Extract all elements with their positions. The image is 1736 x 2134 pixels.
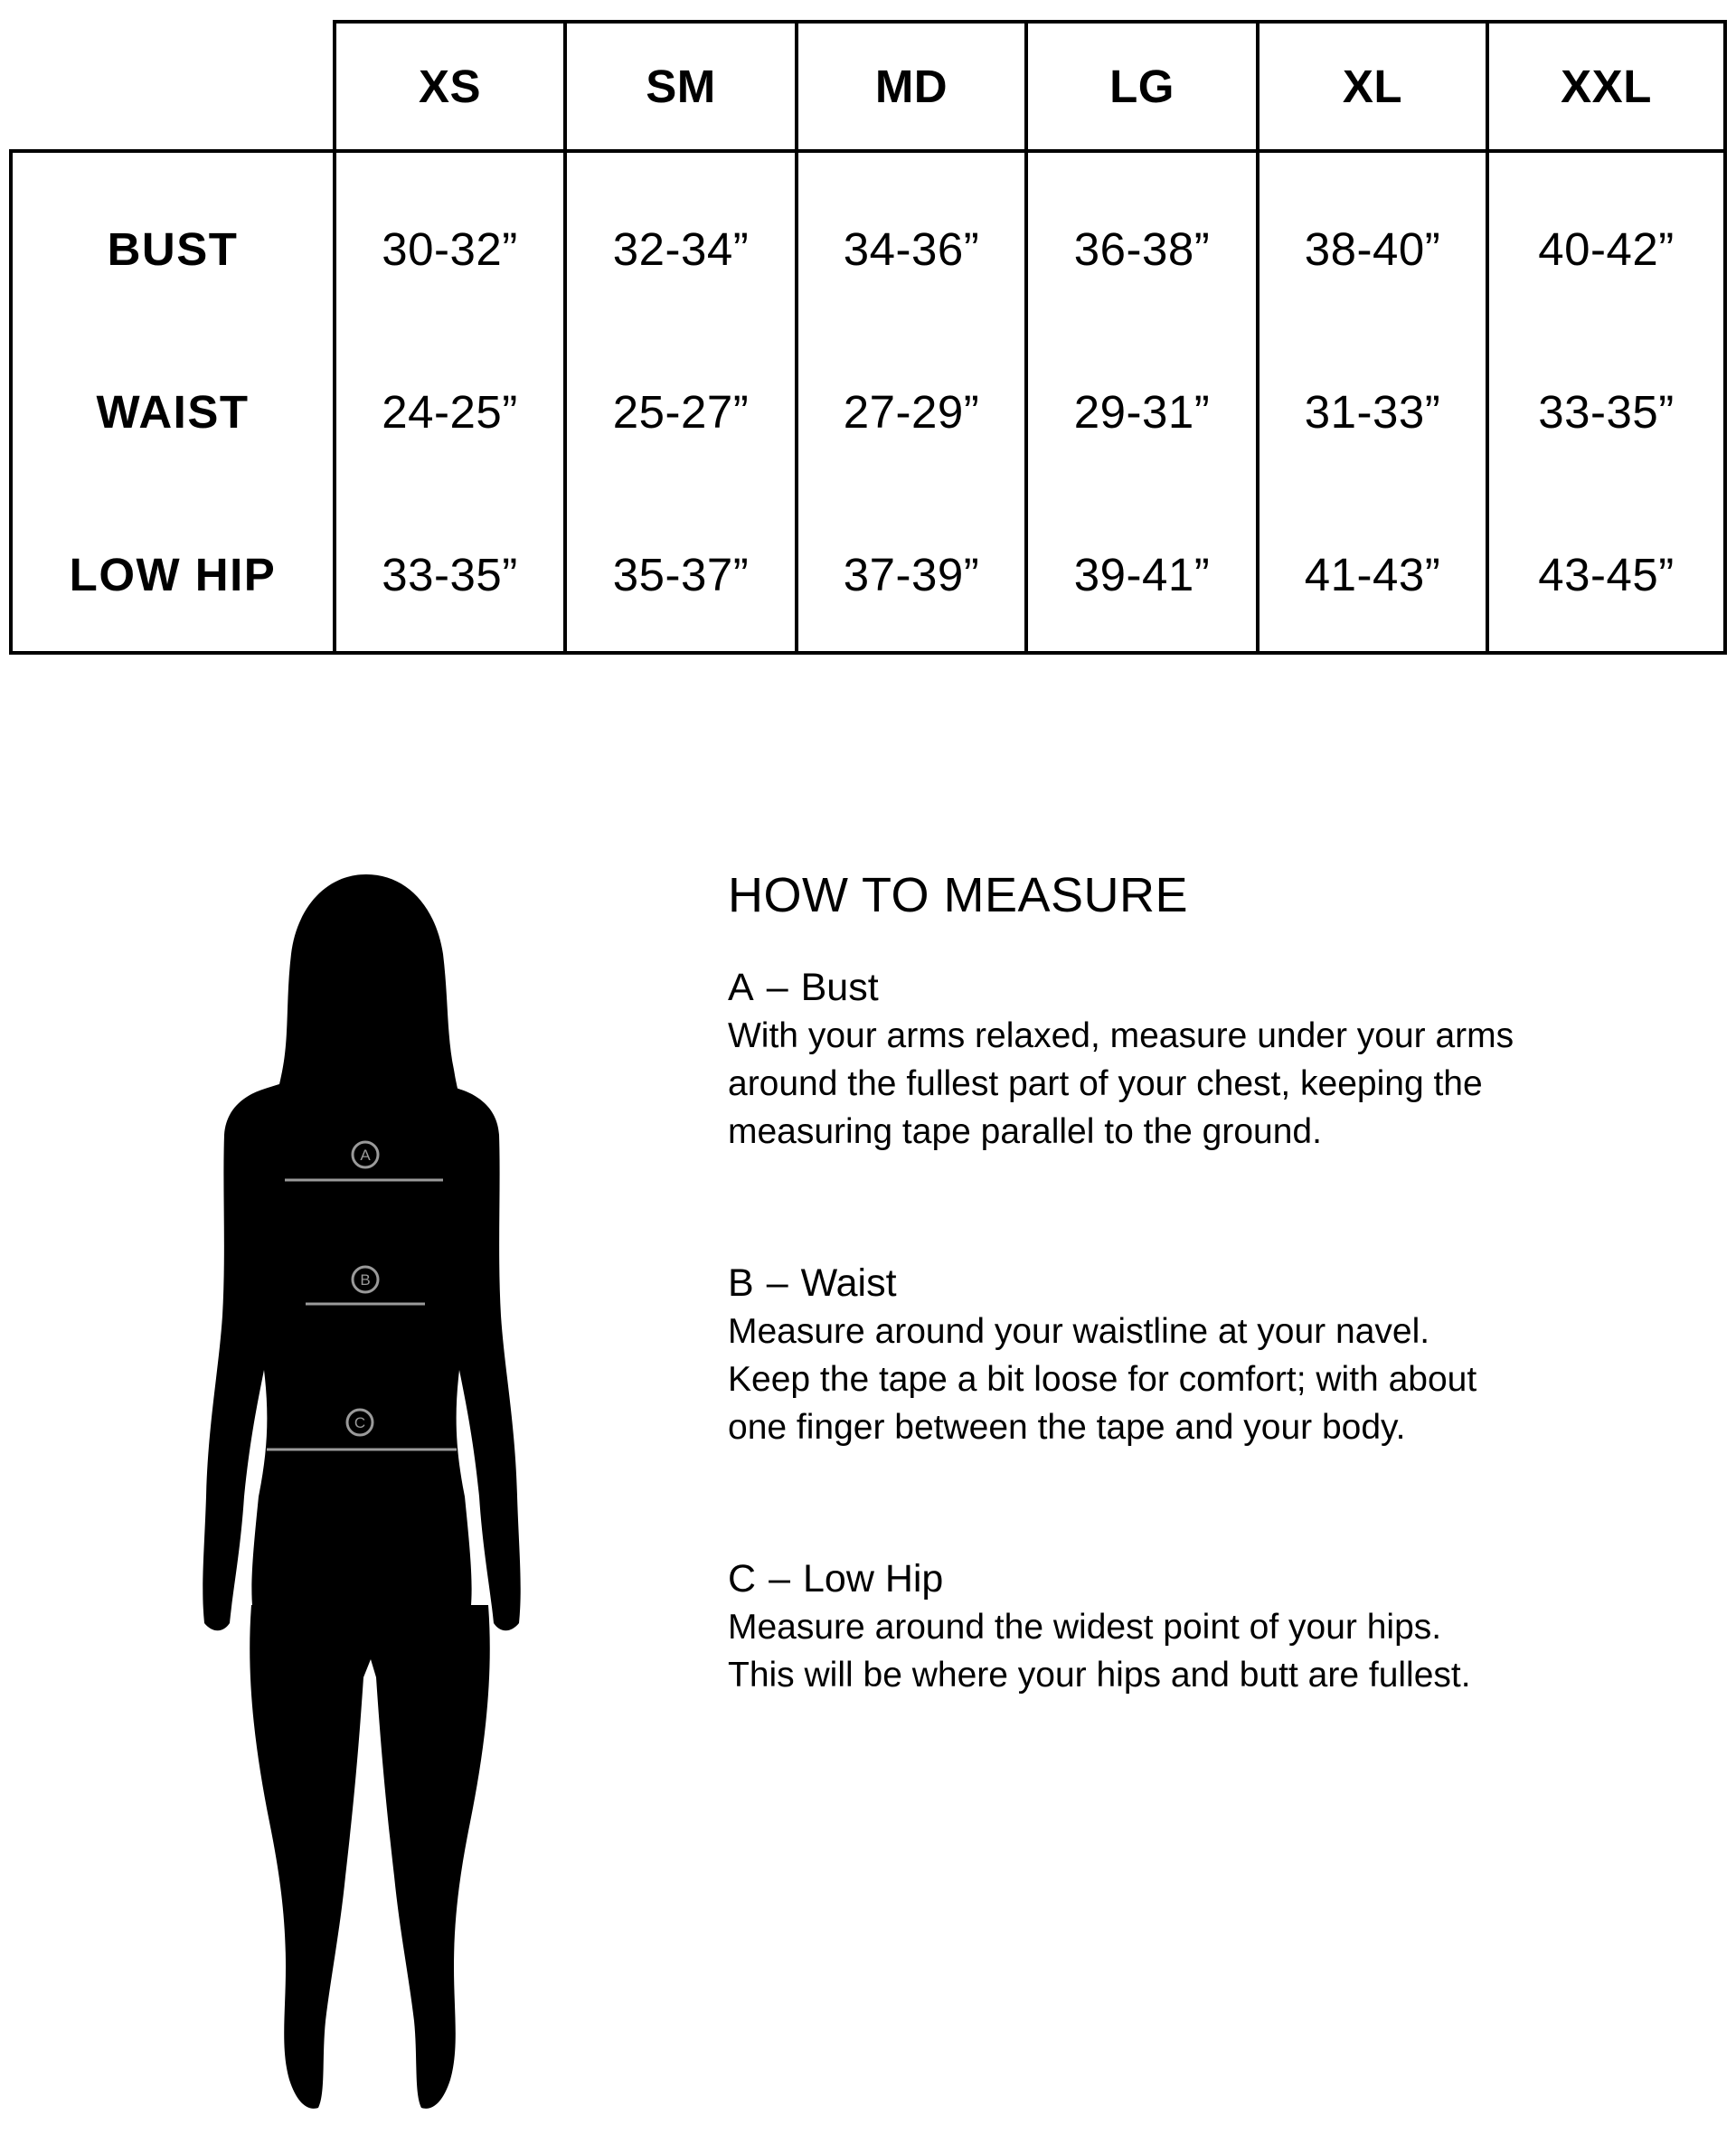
measure-step-bust (728, 963, 1650, 1156)
step-line: around the fullest part of your chest, keeping the (728, 1064, 1483, 1103)
step-name: Waist (800, 1261, 897, 1305)
table-cell: 37-39” (843, 548, 980, 600)
measure-step-low-hip (728, 1554, 1650, 1699)
table-cell: 34-36” (843, 222, 980, 275)
step-name: Bust (800, 966, 879, 1009)
marker-label-a: A (360, 1147, 371, 1164)
table-cell: 31-33” (1304, 385, 1441, 438)
size-header-xl: XL (1342, 61, 1403, 112)
how-to-measure-title: HOW TO MEASURE (728, 868, 1189, 922)
table-cell: 38-40” (1304, 222, 1441, 275)
table-cell: 32-34” (612, 222, 750, 275)
table-cell: 43-45” (1538, 548, 1675, 600)
body-silhouette (199, 864, 552, 2129)
table-cell: 41-43” (1304, 548, 1441, 600)
table-cell: 35-37” (612, 548, 750, 600)
table-cell: 29-31” (1073, 385, 1211, 438)
step-line: one finger between the tape and your body. (728, 1408, 1406, 1447)
table-cell: 33-35” (1538, 385, 1675, 438)
table-border (9, 149, 1727, 153)
measure-step-waist (728, 1259, 1650, 1451)
size-header-md: MD (874, 61, 948, 112)
step-description (728, 1603, 1650, 1699)
table-cell: 36-38” (1073, 222, 1211, 275)
body-silhouette-graphic (199, 864, 552, 2129)
marker-label-c: C (354, 1414, 366, 1431)
step-description (728, 1308, 1650, 1451)
size-header-xxl: XXL (1561, 61, 1652, 112)
silhouette-legs (250, 1605, 490, 2109)
step-description (728, 1012, 1650, 1156)
step-letter: A (728, 966, 754, 1009)
step-letter: B (728, 1261, 754, 1305)
row-label-waist: WAIST (96, 385, 250, 438)
step-line: This will be where your hips and butt are fullest. (728, 1656, 1471, 1695)
how-to-measure-section (728, 864, 1650, 1695)
size-header-xs: XS (418, 61, 482, 112)
table-cell: 39-41” (1073, 548, 1211, 600)
step-line: Measure around the widest point of your hips. (728, 1608, 1442, 1647)
table-cell: 30-32” (382, 222, 518, 275)
table-border (1723, 20, 1727, 655)
step-name: Low Hip (802, 1557, 944, 1600)
table-border (9, 651, 1727, 655)
size-header-sm: SM (646, 61, 716, 112)
table-cell: 27-29” (843, 385, 980, 438)
row-label-bust: BUST (107, 222, 239, 275)
size-header-lg: LG (1109, 61, 1175, 112)
marker-label-b: B (360, 1271, 371, 1289)
table-cell: 25-27” (612, 385, 750, 438)
step-line: Keep the tape a bit loose for comfort; with about (728, 1360, 1477, 1399)
step-letter: C (728, 1557, 757, 1600)
table-cell: 40-42” (1538, 222, 1675, 275)
size-chart-table (0, 0, 1736, 669)
table-cell: 33-35” (382, 548, 518, 600)
step-heading: A – Bust (728, 966, 879, 1009)
table-cell: 24-25” (382, 385, 518, 438)
row-label-low-hip: LOW HIP (69, 548, 277, 600)
step-line: measuring tape parallel to the ground. (728, 1112, 1322, 1151)
step-heading: C – Low Hip (728, 1557, 944, 1600)
step-heading: B – Waist (728, 1261, 897, 1305)
step-line: Measure around your waistline at your navel. (728, 1312, 1430, 1351)
step-line: With your arms relaxed, measure under your arms (728, 1016, 1514, 1055)
